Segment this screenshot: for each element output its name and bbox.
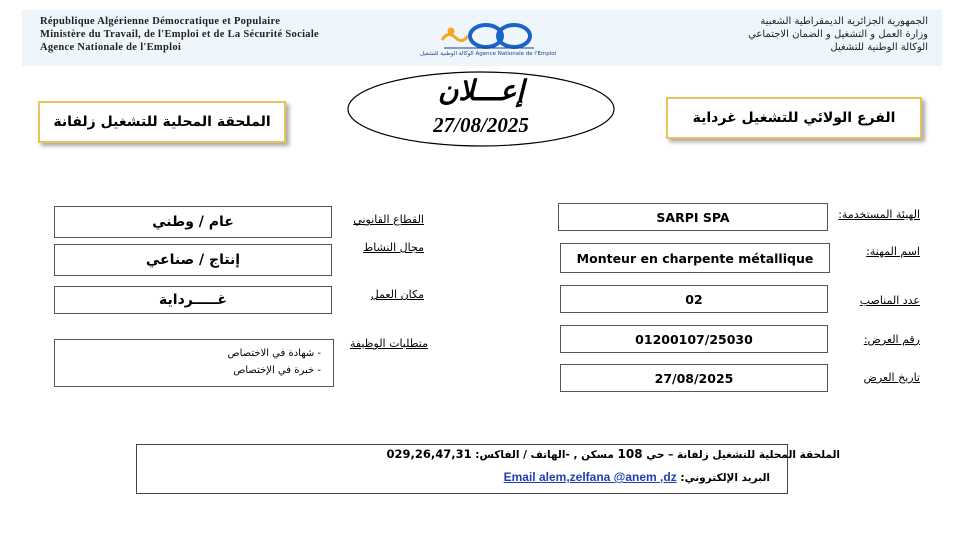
contact-address-line bbox=[386, 447, 840, 461]
contact-email-line bbox=[504, 470, 770, 484]
logo-caption: الوكالة الوطنية للتشغيل Agence Nationale de l'Emploi bbox=[420, 51, 557, 57]
workplace-value: غـــــرداية bbox=[54, 286, 332, 314]
header-fr-line-2: Ministère du Travail, de l'Emploi et de La Sécurité Sociale bbox=[40, 29, 320, 40]
annex-title-box: الملحقة المحلية للتشغيل زلفانة bbox=[38, 101, 286, 143]
employer-value: SARPI SPA bbox=[558, 203, 828, 231]
requirements-box bbox=[54, 339, 334, 387]
requirements-label: متطلبات الوظيفة bbox=[349, 337, 428, 350]
header-ar-line-1: الجمهورية الجزائرية الديمقراطية الشعبية bbox=[760, 16, 928, 27]
positions-value: 02 bbox=[560, 285, 828, 313]
profession-value: Monteur en charpente métallique bbox=[560, 243, 830, 273]
branch-title-box: الفرع الولائي للتشغيل غرداية bbox=[666, 97, 922, 139]
employer-label: الهيئة المستخدمة: bbox=[838, 208, 920, 221]
legal-sector-label: القطاع القانوني bbox=[353, 213, 424, 226]
address-number: 108 bbox=[617, 447, 643, 461]
header-ar-line-3: الوكالة الوطنية للتشغيل bbox=[830, 42, 928, 53]
announcement-date: 27/08/2025 bbox=[433, 113, 529, 137]
address-prefix: الملحقة المحلية للتشغيل زلفانة – حي bbox=[646, 449, 840, 461]
activity-value: إنتاج / صناعي bbox=[54, 244, 332, 276]
offer-number-value: 01200107/25030 bbox=[560, 325, 828, 353]
offer-number-label: رقم العرض: bbox=[863, 333, 920, 346]
announcement-title: إعـــلان bbox=[437, 74, 525, 107]
header-fr-line-1: République Algérienne Démocratique et Populaire bbox=[40, 16, 281, 27]
activity-label: مجال النشاط bbox=[363, 241, 424, 254]
requirement-item: - شهادة في الاختصاص bbox=[227, 348, 321, 359]
offer-date-label: تاريخ العرض bbox=[863, 371, 920, 384]
offer-date-value: 27/08/2025 bbox=[560, 364, 828, 392]
header-fr-line-3: Agence Nationale de l'Emploi bbox=[40, 42, 182, 53]
phone-number: 029,26,47,31 bbox=[386, 447, 472, 461]
address-suffix: مسكن , -الهاتف / الفاكس: bbox=[475, 449, 614, 461]
requirement-item: - خبرة في الإختصاص bbox=[233, 365, 321, 376]
legal-sector-value: عام / وطني bbox=[54, 206, 332, 238]
header-ar-line-2: وزارة العمل و التشغيل و الضمان الاجتماعي bbox=[748, 29, 928, 40]
profession-label: اسم المهنة: bbox=[866, 245, 920, 258]
email-label: البريد الإلكتروني: bbox=[680, 472, 770, 484]
email-link[interactable]: Email alem,zelfana @anem ,dz bbox=[503, 470, 677, 484]
positions-label: عدد المناصب bbox=[859, 294, 920, 307]
workplace-label: مكان العمل bbox=[370, 288, 424, 301]
